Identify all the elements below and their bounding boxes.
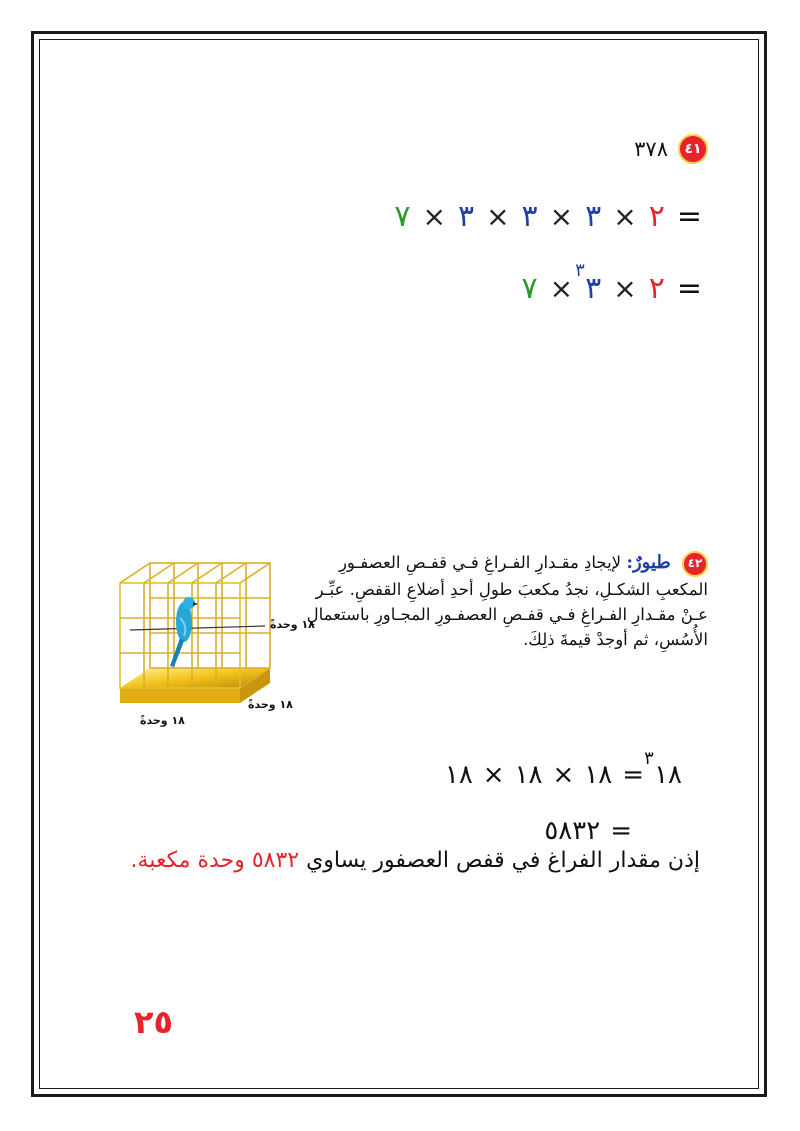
factor-7: ٧ <box>521 270 538 306</box>
conclusion-value: ٥٨٣٢ وحدة مكعبة. <box>130 848 300 873</box>
factor-3a: ٣ <box>585 198 602 234</box>
bird-cage-illustration <box>100 548 330 728</box>
exponent: ٣ <box>575 259 585 281</box>
dimension-height-label: ١٨ وحدةً <box>270 618 315 631</box>
factor-18c: ١٨ <box>444 760 473 790</box>
page-number: ٢٥ <box>134 1003 174 1041</box>
times-sign: × <box>422 200 446 233</box>
exponent: ٣ <box>644 748 654 769</box>
factor-3c: ٣ <box>457 198 475 234</box>
equals-sign: = <box>622 760 645 790</box>
equals-sign: = <box>676 270 702 306</box>
times-sign: × <box>549 200 574 233</box>
question-42 <box>288 550 708 652</box>
factor-18b: ١٨ <box>514 760 543 790</box>
dimension-depth-label: ١٨ وحدةً <box>248 698 293 711</box>
calc-line-1 <box>444 748 682 790</box>
question-41-value: ٣٧٨ <box>634 137 668 161</box>
conclusion-sentence <box>131 848 700 873</box>
factor-3b: ٣ <box>521 198 538 234</box>
calc-line-2 <box>544 816 632 846</box>
base: ٣ <box>585 270 602 306</box>
question-42-text: لإيجادِ مقـدارِ الفـراغِ فـي قفـصِ العصفـورِ المكعبِ الشكـلِ، نجدُ مكعبَ طولِ أحدِ أضلاعِ القفصِ. عبِّـر عـنْ مقـدارِ الفـراغِ فـي قفـصِ العصفـورِ المجـاورِ باستعمالِ الأُسُسِ، ثم أوجدْ قيمةَ ذلِكَ. <box>306 553 708 649</box>
factor-18a: ١٨ <box>584 760 613 790</box>
times-sign: × <box>613 200 637 233</box>
power-3-cubed <box>575 259 602 306</box>
question-41-badge: ٤١ <box>678 134 708 164</box>
times-sign: × <box>549 272 574 305</box>
power-18-cubed <box>644 748 682 790</box>
factor-2: ٢ <box>648 198 665 234</box>
conclusion-prefix: إذن مقدار الفراغ في قفص العصفور يساوي <box>306 848 700 873</box>
calc-result: ٥٨٣٢ <box>544 816 601 846</box>
times-sign: × <box>486 200 510 233</box>
times-sign: × <box>613 272 637 305</box>
times-sign: × <box>552 760 575 790</box>
factor-line-2 <box>521 259 702 306</box>
equals-sign: = <box>676 198 702 234</box>
dimension-width-label: ١٨ وحدةً <box>140 714 185 727</box>
factor-line-1 <box>394 200 702 233</box>
equals-sign: = <box>610 816 632 846</box>
cage-icon <box>100 548 330 728</box>
question-42-label: طيورٌ: <box>626 552 671 573</box>
question-41 <box>634 134 708 164</box>
factor-7: ٧ <box>394 198 411 234</box>
times-sign: × <box>482 760 505 790</box>
question-42-badge: ٤٢ <box>682 551 708 577</box>
base: ١٨ <box>654 760 682 790</box>
factor-2: ٢ <box>648 270 665 306</box>
